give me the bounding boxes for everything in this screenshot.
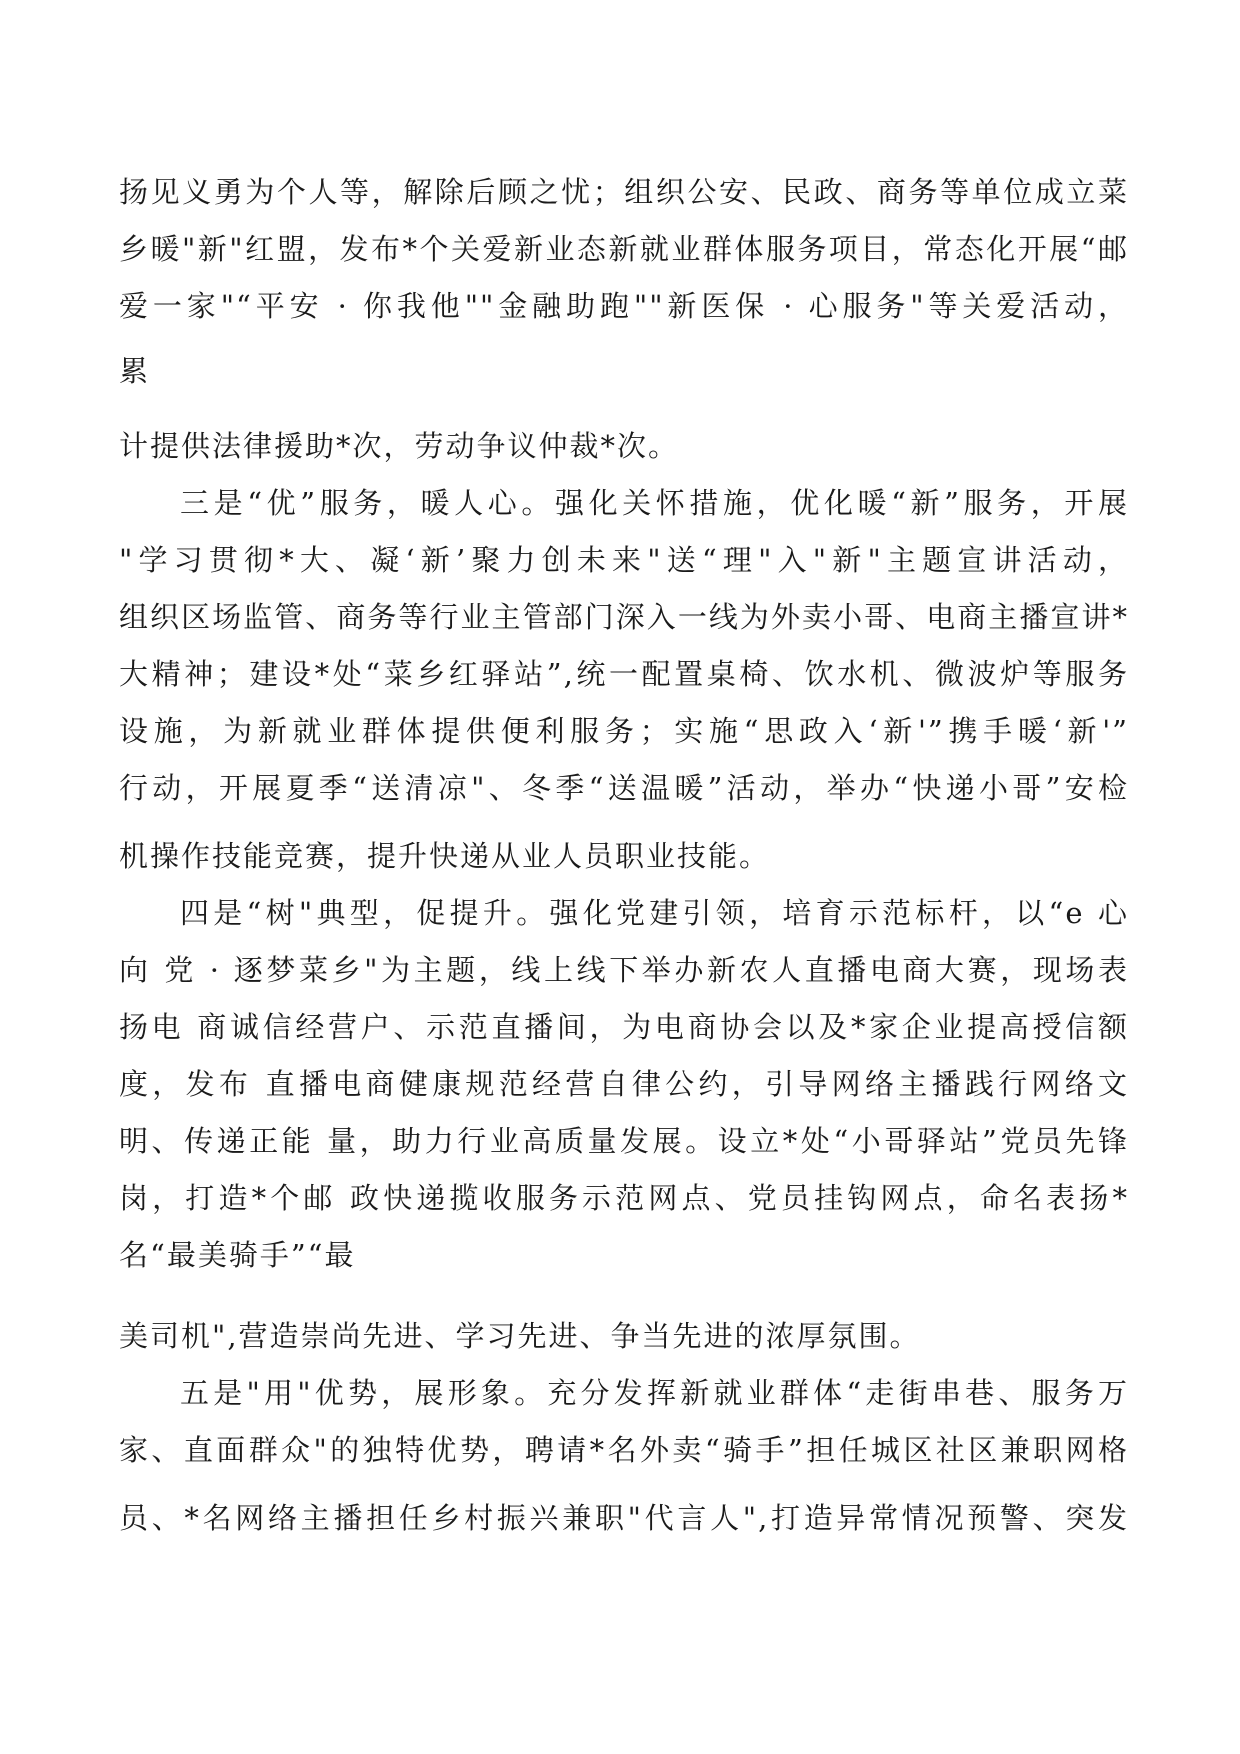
text-line: 员、*名网络主播担任乡村振兴兼职"代言人",打造异常情况预警、突发 xyxy=(119,1501,1129,1535)
text-line: 计提供法律援助*次，劳动争议仲裁*次。 xyxy=(119,429,680,463)
text-line: 明、传递正能 量，助力行业高质量发展。设立*处“小哥驿站”党员先锋 xyxy=(119,1124,1129,1158)
text-line: 扬电 商诚信经营户、示范直播间，为电商协会以及*家企业提高授信额 xyxy=(119,1010,1129,1044)
text-line: 大精神；建设*处“菜乡红驿站”,统一配置桌椅、饮水机、微波炉等服务 xyxy=(119,657,1129,691)
text-line: "学习贯彻*大、凝‘新’聚力创未来"送“理"入"新"主题宣讲活动， xyxy=(119,543,1129,577)
text-line: 爱一家"“平安 · 你我他""金融助跑""新医保 · 心服务"等关爱活动， xyxy=(119,289,1129,323)
text-line: 累 xyxy=(119,354,151,388)
text-line: 扬见义勇为个人等，解除后顾之忧；组织公安、民政、商务等单位成立菜 xyxy=(119,175,1129,209)
text-line: 美司机",营造崇尚先进、学习先进、争当先进的浓厚氛围。 xyxy=(119,1319,921,1353)
text-line: 行动，开展夏季“送清凉"、冬季“送温暖”活动，举办“快递小哥”安检 xyxy=(119,771,1129,805)
text-line: 向 党 · 逐梦菜乡"为主题，线上线下举办新农人直播电商大赛，现场表 xyxy=(119,953,1129,987)
text-line: 设施，为新就业群体提供便利服务；实施“思政入‘新'”携手暖‘新'” xyxy=(119,714,1129,748)
text-line: 家、直面群众"的独特优势，聘请*名外卖“骑手”担任城区社区兼职网格 xyxy=(119,1433,1129,1467)
text-line: 组织区场监管、商务等行业主管部门深入一线为外卖小哥、电商主播宣讲* xyxy=(119,600,1129,634)
text-line: 名“最美骑手”“最 xyxy=(119,1238,356,1272)
text-line: 乡暖"新"红盟，发布*个关爱新业态新就业群体服务项目，常态化开展“邮 xyxy=(119,232,1129,266)
paragraph-start-line: 三是“优”服务，暖人心。强化关怀措施，优化暖“新”服务，开展 xyxy=(180,486,1129,520)
text-line: 岗，打造*个邮 政快递揽收服务示范网点、党员挂钩网点，命名表扬* xyxy=(119,1181,1129,1215)
text-line: 机操作技能竞赛，提升快递从业人员职业技能。 xyxy=(119,839,771,873)
paragraph-start-line: 四是“树"典型，促提升。强化党建引领，培育示范标杆，以“e 心 xyxy=(180,896,1129,930)
paragraph-start-line: 五是"用"优势，展形象。充分发挥新就业群体“走街串巷、服务万 xyxy=(180,1376,1129,1410)
text-line: 度，发布 直播电商健康规范经营自律公约，引导网络主播践行网络文 xyxy=(119,1067,1129,1101)
